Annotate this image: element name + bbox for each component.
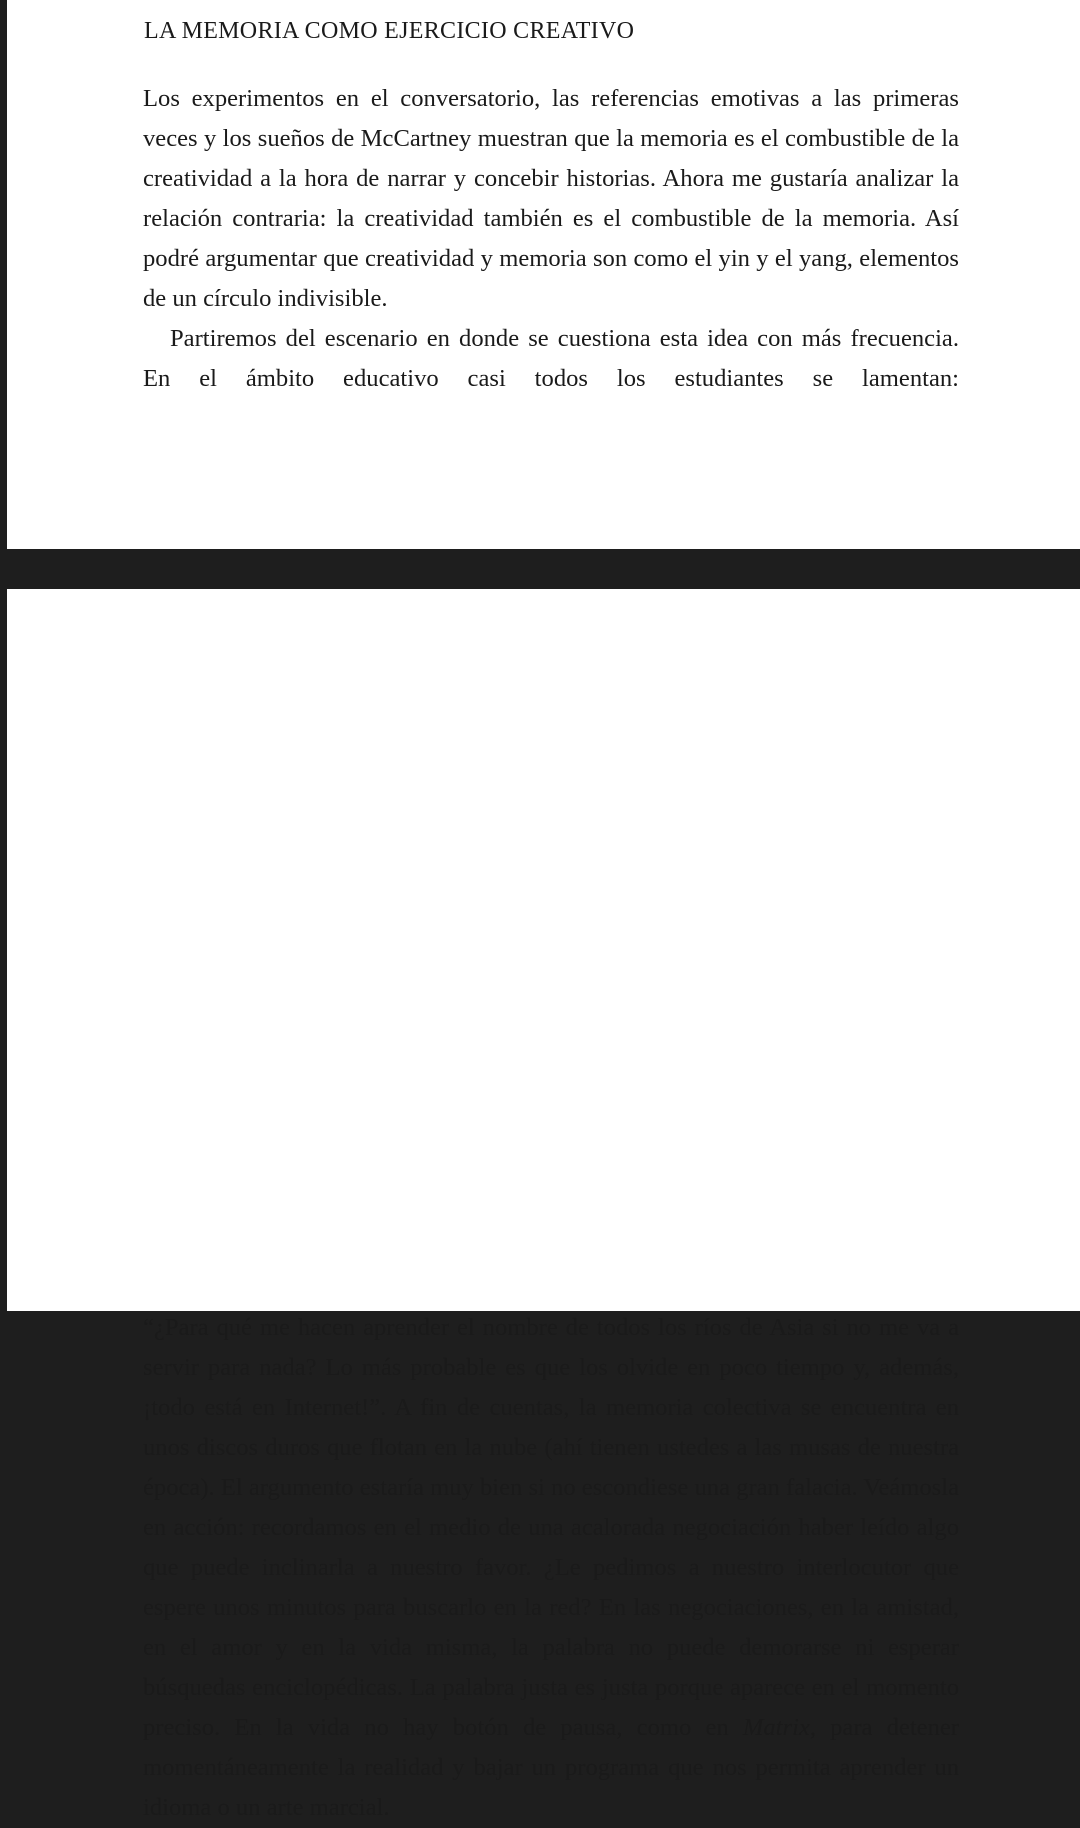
chapter-title: LA MEMORIA COMO EJERCICIO CREATIVO	[144, 18, 635, 44]
matrix-italic-title: Matrix	[742, 1714, 810, 1741]
page-top	[7, 0, 1080, 549]
paragraph-continued	[143, 1308, 959, 1828]
paragraph-2: Partiremos del escenario en donde se cuestiona esta idea con más frecuencia. En el ámbito educativo casi todos los estudiantes se lamentan:	[143, 325, 959, 392]
paragraph-text-part-1: “¿Para qué me hacen aprender el nombre de todos los ríos de Asia si no me va a servir para nada? Lo más probable es que los olvide en poco tiempo y, además, ¡todo está en Internet!”. A fin de cuentas, la memoria colectiva se encuentra en unos discos duros que flotan en la nube (ahí tienen ustedes a las musas de nuestra época). El argumento estaría muy bien si no escondiese una gran falacia. Veámosla en acción: recordamos en el medio de una acalorada negociación haber leído algo que puede inclinarla a nuestro favor. ¿Le pedimos a nuestro interlocutor que espere unos minutos para buscarlo en la red? En las negociaciones, en la amistad, en el amor y en la vida misma, la palabra no puede demorarse ni esperar búsquedas enciclopédicas. La palabra justa es justa porque aparece en el momento preciso. En la vida no hay botón de pausa, como en	[143, 1314, 959, 1741]
paragraph-1: Los experimentos en el conversatorio, las referencias emotivas a las primeras veces y los sueños de McCartney muestran que la memoria es el combustible de la creatividad a la hora de narrar y concebir historias. Ahora me gustaría analizar la relación contraria: la creatividad también es el combustible de la memoria. Así podré argumentar que creatividad y memoria son como el yin y el yang, elementos de un círculo indivisible.	[143, 85, 959, 312]
paragraph-text-part-2: , para detener momentáneamente la realidad y bajar un programa que nos permita aprender un idioma o un arte marcial.	[143, 1714, 959, 1821]
page-bottom	[7, 589, 1080, 1821]
text-block-bottom	[143, 1308, 959, 1828]
text-block-top	[143, 79, 959, 399]
